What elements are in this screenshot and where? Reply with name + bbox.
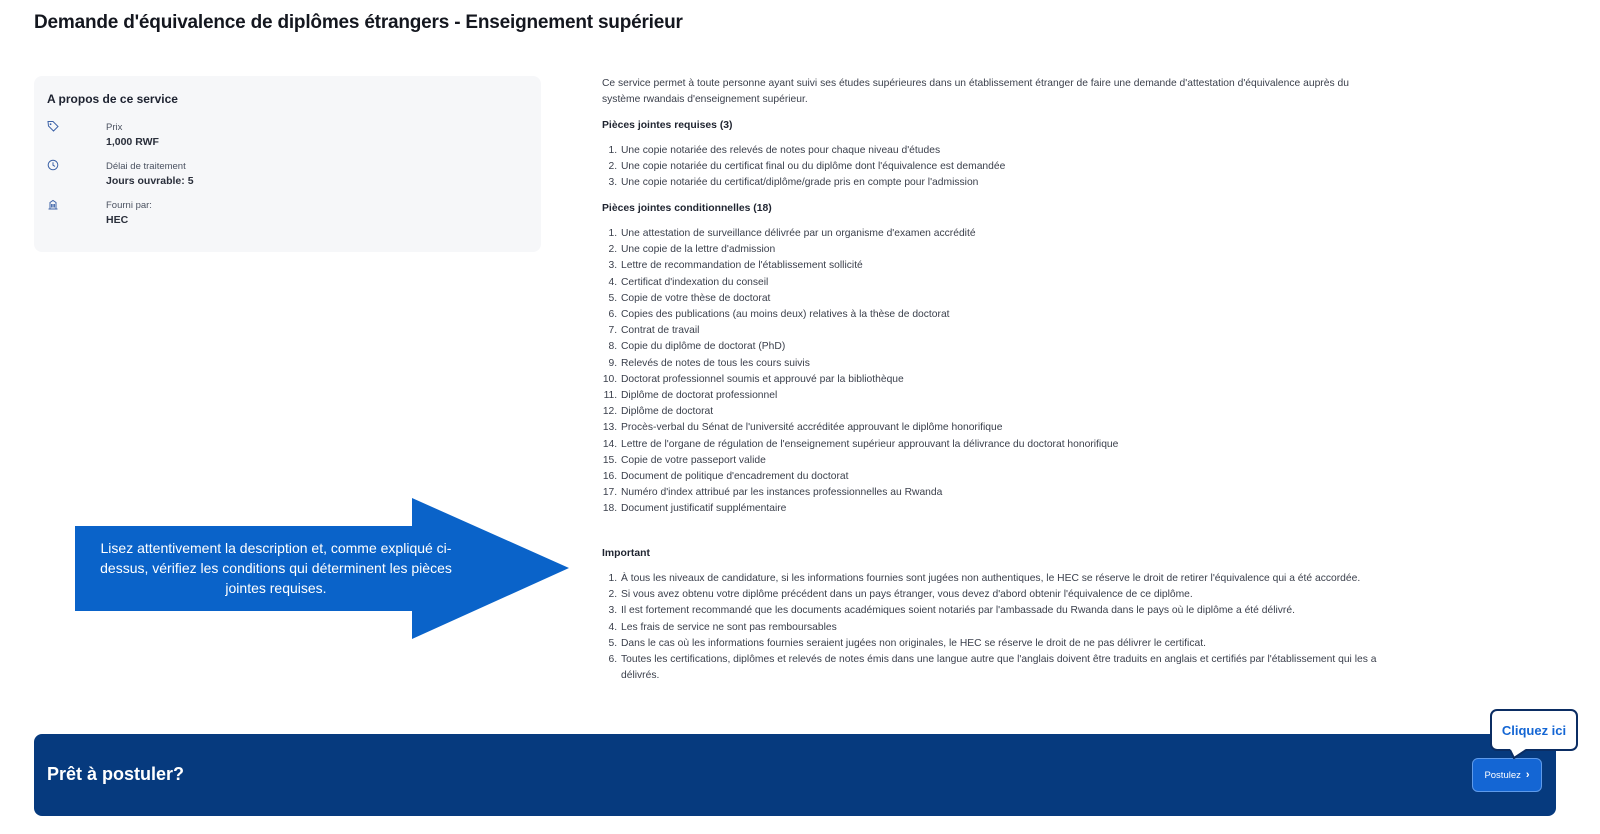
list-item: 1. Une attestation de surveillance délivrée par un organisme d'examen accrédité — [620, 226, 1380, 242]
important-heading: Important — [602, 548, 650, 559]
tag-icon — [47, 120, 59, 132]
provider-value: HEC — [106, 214, 129, 226]
clock-icon — [47, 159, 59, 171]
list-item: 11. Diplôme de doctorat professionnel — [620, 388, 1380, 404]
list-item: 13. Procès-verbal du Sénat de l'université accréditée approuvant le diplôme honorifique — [620, 420, 1380, 436]
list-item: 17. Numéro d'index attribué par les instances professionnelles au Rwanda — [620, 485, 1380, 501]
list-item: 6. Toutes les certifications, diplômes et relevés de notes émis dans une langue autre que l'anglais doivent être traduits en anglais et certifiés par l'établissement qui les a délivrés. — [620, 652, 1380, 684]
list-item: 6. Copies des publications (au moins deux) relatives à la thèse de doctorat — [620, 307, 1380, 323]
list-item: 4. Les frais de service ne sont pas remboursables — [620, 620, 1380, 636]
callout-text: Lisez attentivement la description et, comme expliqué ci-dessus, vérifiez les conditions qui déterminent les pièces jointes requises. — [100, 540, 452, 596]
list-item: 2. Une copie de la lettre d'admission — [620, 242, 1380, 258]
required-list — [602, 143, 1380, 192]
list-item: 5. Dans le cas où les informations fournies seraient jugées non originales, le HEC se réserve le droit de ne pas délivrer le certificat. — [620, 636, 1380, 652]
building-icon — [47, 198, 59, 210]
list-item: 5. Copie de votre thèse de doctorat — [620, 291, 1380, 307]
list-item: 7. Contrat de travail — [620, 323, 1380, 339]
conditional-heading: Pièces jointes conditionnelles (18) — [602, 203, 772, 214]
list-item: 2. Une copie notariée du certificat final ou du diplôme dont l'équivalence est demandée — [620, 159, 1380, 175]
tooltip-tail — [1510, 749, 1526, 759]
list-item: 10. Doctorat professionnel soumis et approuvé par la bibliothèque — [620, 372, 1380, 388]
price-label: Prix — [106, 122, 123, 133]
important-list — [602, 571, 1380, 684]
list-item: 2. Si vous avez obtenu votre diplôme précédent dans un pays étranger, vous devez d'abord obtenir l'équivalence de ce diplôme. — [620, 587, 1380, 603]
list-item: 1. Une copie notariée des relevés de notes pour chaque niveau d'études — [620, 143, 1380, 159]
list-item: 8. Copie du diplôme de doctorat (PhD) — [620, 339, 1380, 355]
apply-button-label: Postulez — [1484, 769, 1521, 781]
list-item: 12. Diplôme de doctorat — [620, 404, 1380, 420]
list-item: 3. Il est fortement recommandé que les documents académiques soient notariés par l'ambassade du Rwanda dans le pays où le diplôme a été délivré. — [620, 603, 1380, 619]
click-here-tooltip: Cliquez ici — [1490, 709, 1578, 751]
page-title: Demande d'équivalence de diplômes étrangers - Enseignement supérieur — [34, 12, 683, 33]
provider-label: Fourni par: — [106, 200, 152, 211]
list-item: 16. Document de politique d'encadrement du doctorat — [620, 469, 1380, 485]
service-description: Ce service permet à toute personne ayant suivi ses études supérieures dans un établissement étranger de faire une demande d'attestation d'équivalence auprès du système rwandais d'enseignement supérieur. — [602, 78, 1349, 106]
about-heading: A propos de ce service — [47, 92, 178, 106]
list-item: 3. Une copie notariée du certificat/diplôme/grade pris en compte pour l'admission — [620, 175, 1380, 191]
list-item: 3. Lettre de recommandation de l'établissement sollicité — [620, 258, 1380, 274]
apply-button[interactable] — [1472, 758, 1542, 792]
processing-label: Délai de traitement — [106, 161, 186, 172]
cta-title: Prêt à postuler? — [47, 764, 185, 784]
list-item: 15. Copie de votre passeport valide — [620, 453, 1380, 469]
list-item: 9. Relevés de notes de tous les cours suivis — [620, 356, 1380, 372]
required-heading: Pièces jointes requises (3) — [602, 120, 733, 131]
conditional-list — [602, 226, 1380, 518]
chevron-right-icon: › — [1525, 768, 1530, 781]
list-item: 1. À tous les niveaux de candidature, si les informations fournies sont jugées non authentiques, le HEC se réserve le droit de retirer l'équivalence qui a été accordée. — [620, 571, 1380, 587]
processing-value: Jours ouvrable: 5 — [106, 175, 194, 187]
list-item: 14. Lettre de l'organe de régulation de l'enseignement supérieur approuvant la délivrance du doctorat honorifique — [620, 437, 1380, 453]
list-item: 4. Certificat d'indexation du conseil — [620, 275, 1380, 291]
price-value: 1,000 RWF — [106, 136, 159, 148]
about-service-card — [34, 76, 541, 252]
cta-banner — [34, 734, 1556, 816]
list-item: 18. Document justificatif supplémentaire — [620, 501, 1380, 517]
